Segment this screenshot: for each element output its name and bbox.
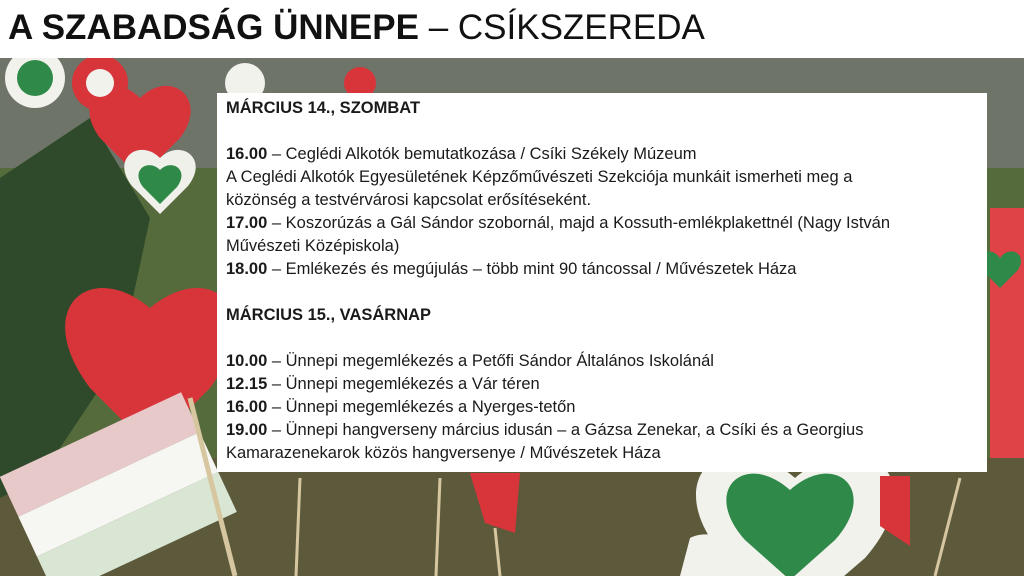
event-text: Kamarazenekarok közös hangversenye / Művészetek Háza (226, 444, 661, 462)
event-line (226, 442, 981, 465)
event-line (226, 189, 981, 212)
spacer (226, 327, 981, 350)
event-line (226, 419, 981, 442)
event-text: – Ünnepi megemlékezés a Vár téren (267, 375, 540, 393)
rosette-decoration (86, 69, 114, 97)
event-text: közönség a testvérvárosi kapcsolat erősítéseként. (226, 191, 592, 209)
heart-decoration (990, 208, 1024, 458)
event-line (226, 143, 981, 166)
schedule-card (217, 93, 987, 472)
event-line (226, 212, 981, 235)
event-time: 10.00 (226, 352, 268, 370)
title-rest: – CSÍKSZEREDA (418, 8, 705, 47)
event-line (226, 350, 981, 373)
day1-heading: MÁRCIUS 14., SZOMBAT (226, 99, 421, 117)
day2-heading: MÁRCIUS 15., VASÁRNAP (226, 306, 432, 324)
event-text: – Ünnepi megemlékezés a Petőfi Sándor Általános Iskolánál (267, 352, 714, 370)
rosette-decoration (17, 60, 53, 96)
event-text: – Ünnepi hangverseny március idusán – a Gázsa Zenekar, a Csíki és a Georgius (267, 421, 864, 439)
event-text: – Ceglédi Alkotók bemutatkozása / Csíki Székely Múzeum (267, 145, 697, 163)
event-time: 18.00 (226, 260, 268, 278)
page-title (8, 6, 705, 50)
event-time: 16.00 (226, 145, 268, 163)
event-line (226, 166, 981, 189)
event-time: 19.00 (226, 421, 268, 439)
schedule-content (226, 97, 981, 465)
event-time: 16.00 (226, 398, 268, 416)
title-bold: A SZABADSÁG ÜNNEPE (8, 8, 419, 47)
event-line (226, 235, 981, 258)
event-text: Művészeti Középiskola) (226, 237, 400, 255)
event-line (226, 373, 981, 396)
event-line (226, 396, 981, 419)
spacer (226, 120, 981, 143)
event-text: – Ünnepi megemlékezés a Nyerges-tetőn (267, 398, 576, 416)
spacer (226, 281, 981, 304)
title-bar (0, 0, 1024, 58)
event-line (226, 258, 981, 281)
event-text: A Ceglédi Alkotók Egyesületének Képzőművészeti Szekciója munkáit ismerheti meg a (226, 168, 853, 186)
event-time: 17.00 (226, 214, 268, 232)
event-text: – Koszorúzás a Gál Sándor szobornál, majd a Kossuth-emlékplakettnél (Nagy István (267, 214, 891, 232)
event-text: – Emlékezés és megújulás – több mint 90 táncossal / Művészetek Háza (267, 260, 797, 278)
event-time: 12.15 (226, 375, 268, 393)
